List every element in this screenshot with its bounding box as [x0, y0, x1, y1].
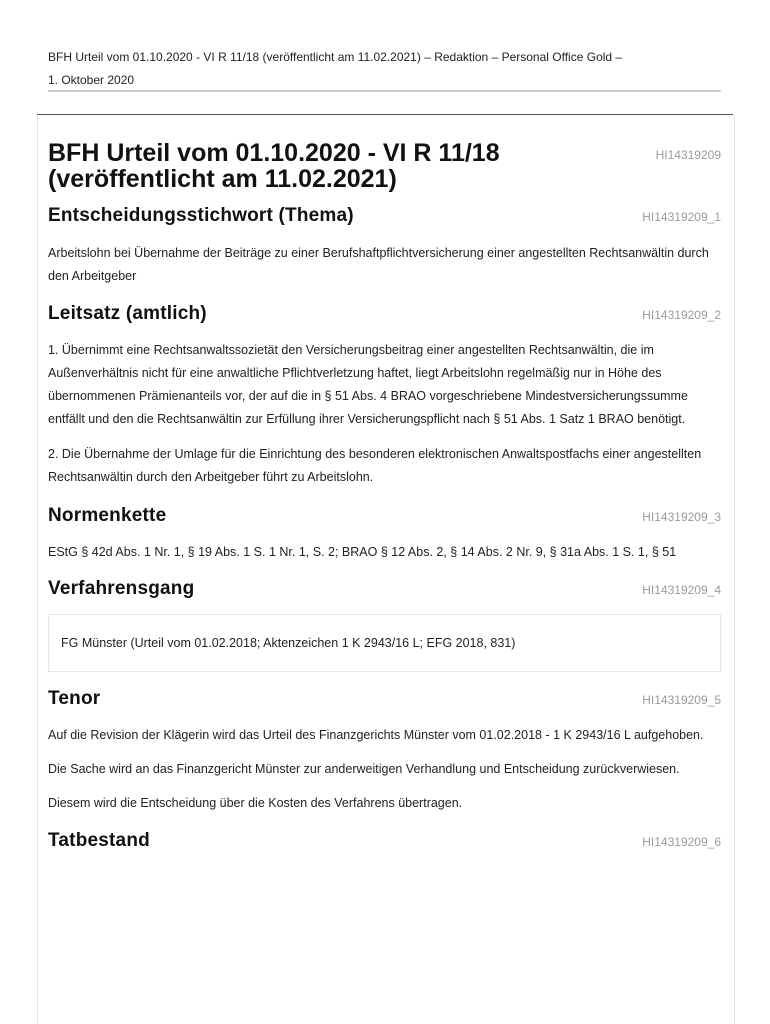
section-id: HI14319209_6 [642, 835, 721, 849]
document-title-row [48, 140, 721, 192]
document-content [48, 140, 721, 852]
section-heading-row [48, 205, 721, 227]
section-heading-normenkette: Normenkette [48, 505, 167, 526]
section-heading-row [48, 505, 721, 527]
paragraph: 1. Übernimmt eine Rechtsanwaltssozietät den Versicherungsbeitrag einer angestellten Rechtsanwältin, die im Außenverhältnis nicht für eine anwaltliche Pflichtverletzung haftet, liegt Arbeitslohn regelmäßig nur in Höhe des übernommenen Prämienanteils vor, der auf die in § 51 Abs. 4 BRAO vorgeschriebene Mindestversicherungssumme entfällt und den die Rechtsanwältin zur Erfüllung ihrer Versicherungspflicht nach § 51 Abs. 1 Satz 1 BRAO benötigt. [48, 343, 688, 426]
section-heading-tenor: Tenor [48, 688, 101, 709]
paragraph: EStG § 42d Abs. 1 Nr. 1, § 19 Abs. 1 S. 1 Nr. 1, S. 2; BRAO § 12 Abs. 2, § 14 Abs. 2 Nr. 9, § 31a Abs. 1 S. 1, § 51 [48, 545, 677, 559]
section-id: HI14319209_5 [642, 693, 721, 707]
breadcrumb [48, 46, 721, 92]
document-title: BFH Urteil vom 01.10.2020 - VI R 11/18 (veröffentlicht am 11.02.2021) [48, 139, 500, 193]
section-id: HI14319209_2 [642, 308, 721, 322]
paragraph: Diesem wird die Entscheidung über die Kosten des Verfahrens übertragen. [48, 796, 463, 810]
section-heading-row [48, 688, 721, 710]
section-id: HI14319209_3 [642, 510, 721, 524]
section-heading-verfahrensgang: Verfahrensgang [48, 578, 195, 599]
paragraph: Arbeitslohn bei Übernahme der Beiträge zu einer Berufshaftpflichtversicherung einer angestellten Rechtsanwältin durch den Arbeitgeber [48, 246, 709, 283]
section-id: HI14319209_4 [642, 583, 721, 597]
section-heading-leitsatz: Leitsatz (amtlich) [48, 303, 207, 324]
procedure-box: FG Münster (Urteil vom 01.02.2018; Aktenzeichen 1 K 2943/16 L; EFG 2018, 831) [48, 614, 721, 672]
section-heading-row [48, 830, 721, 852]
section-heading-row [48, 578, 721, 600]
paragraph: Die Sache wird an das Finanzgericht Münster zur anderweitigen Verhandlung und Entscheidung zurückverwiesen. [48, 762, 680, 776]
breadcrumb-line-1: BFH Urteil vom 01.10.2020 - VI R 11/18 (veröffentlicht am 11.02.2021) – Redaktion – Personal Office Gold – [48, 50, 623, 64]
paragraph: Auf die Revision der Klägerin wird das Urteil des Finanzgerichts Münster vom 01.02.2018 - 1 K 2943/16 L aufgehoben. [48, 728, 704, 742]
paragraph: 2. Die Übernahme der Umlage für die Einrichtung des besonderen elektronischen Anwaltspostfachs einer angestellten Rechtsanwältin durch den Arbeitgeber führt zu Arbeitslohn. [48, 447, 702, 484]
document-id: HI14319209 [655, 148, 721, 162]
section-id: HI14319209_1 [642, 210, 721, 224]
section-heading-tatbestand: Tatbestand [48, 830, 150, 851]
header-divider [48, 90, 721, 92]
section-heading-row [48, 303, 721, 325]
breadcrumb-line-2: 1. Oktober 2020 [48, 73, 135, 87]
section-heading-thema: Entscheidungsstichwort (Thema) [48, 205, 354, 226]
